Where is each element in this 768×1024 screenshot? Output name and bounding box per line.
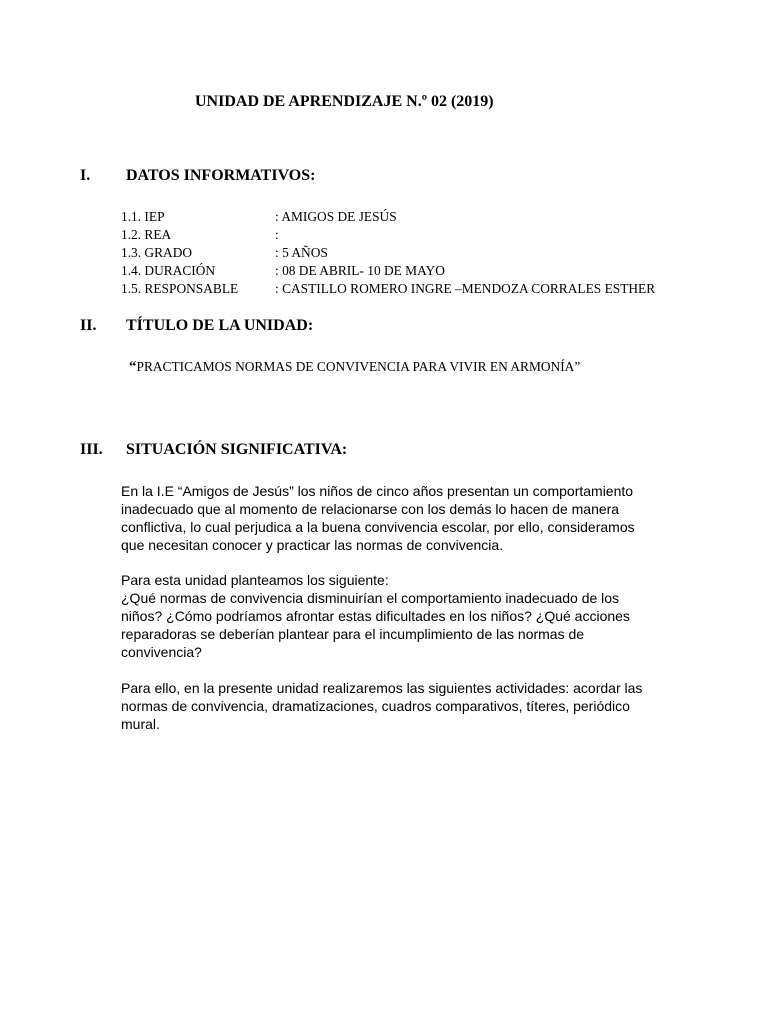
section-1-heading: DATOS INFORMATIVOS: (126, 167, 316, 184)
section-2-number: II. (80, 317, 97, 334)
section-1-number: I. (80, 167, 91, 184)
section-2-heading: TÍTULO DE LA UNIDAD: (126, 317, 314, 334)
paragraph-situation (121, 482, 687, 554)
paragraph-line: niños? ¿Cómo podríamos afrontar estas dificultades en los niños? ¿Qué acciones (121, 608, 630, 624)
paragraph-line: reparadoras se deberían plantear para el incumplimiento de las normas de (121, 626, 585, 642)
info-value: : (275, 227, 279, 242)
info-value: : AMIGOS DE JESÚS (275, 209, 397, 224)
info-label: 1.3. GRADO (121, 245, 193, 260)
info-label: 1.4. DURACIÓN (121, 263, 216, 278)
paragraph-line: Para esta unidad planteamos los siguiente: (121, 572, 389, 588)
paragraph-line: mural. (121, 716, 160, 732)
section-3-heading: SITUACIÓN SIGNIFICATIVA: (126, 441, 348, 458)
paragraph-questions (121, 571, 687, 661)
info-label: 1.5. RESPONSABLE (121, 281, 239, 296)
info-value: : 08 DE ABRIL- 10 DE MAYO (275, 263, 445, 278)
unit-title-text: PRACTICAMOS NORMAS DE CONVIVENCIA PARA VIVIR EN ARMONÍA” (136, 359, 581, 374)
paragraph-activities (121, 679, 687, 733)
paragraph-line: convivencia? (121, 644, 202, 660)
info-label: 1.2. REA (121, 227, 172, 242)
open-quote: “ (129, 359, 137, 375)
paragraph-line: normas de convivencia, dramatizaciones, cuadros comparativos, títeres, periódico (121, 698, 630, 714)
paragraph-line: ¿Qué normas de convivencia disminuirían el comportamiento inadecuado de los (121, 590, 620, 606)
document-title: UNIDAD DE APRENDIZAJE N.º 02 (2019) (195, 93, 494, 110)
paragraph-line: conflictiva, lo cual perjudica a la buena convivencia escolar, por ello, consideramos (121, 519, 635, 535)
unit-title (129, 359, 580, 376)
section-3-number: III. (80, 441, 103, 458)
info-label: 1.1. IEP (121, 209, 165, 224)
paragraph-line: Para ello, en la presente unidad realizaremos las siguientes actividades: acordar las (121, 680, 643, 696)
paragraph-line: que necesitan conocer y practicar las normas de convivencia. (121, 537, 504, 553)
info-value: : CASTILLO ROMERO INGRE –MENDOZA CORRALES ESTHER (275, 281, 656, 296)
info-value: : 5 AÑOS (275, 245, 328, 260)
paragraph-line: En la I.E “Amigos de Jesús” los niños de cinco años presentan un comportamiento (121, 483, 634, 499)
paragraph-line: inadecuado que al momento de relacionarse con los demás lo hacen de manera (121, 501, 620, 517)
